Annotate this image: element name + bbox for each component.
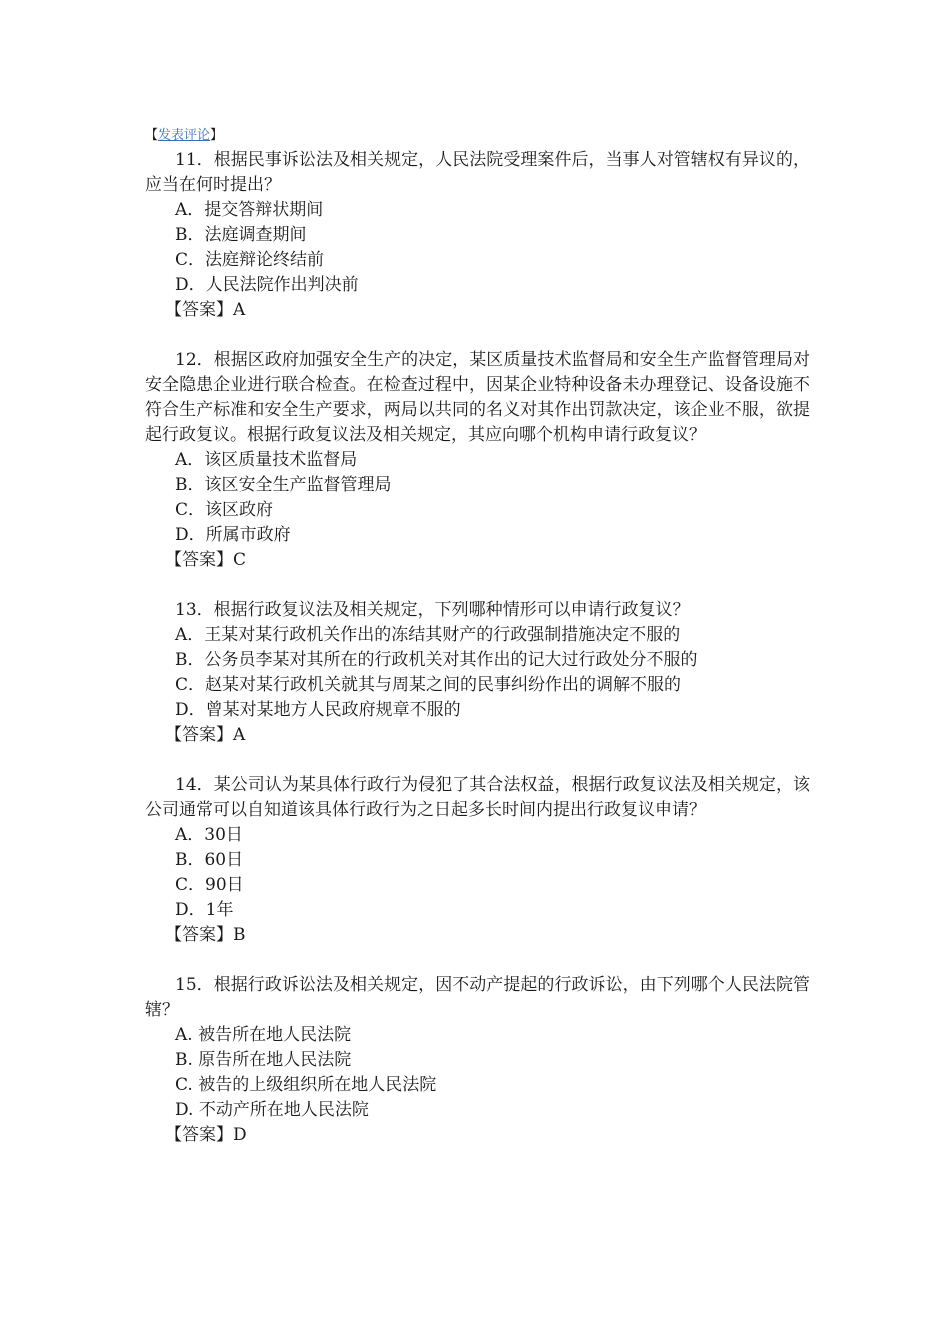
- option-a: A. 被告所在地人民法院: [175, 1025, 352, 1045]
- question-14: [145, 773, 810, 948]
- option-a: A．30日: [175, 825, 243, 845]
- question-text: 15．根据行政诉讼法及相关规定，因不动产提起的行政诉讼，由下列哪个人民法院管辖？: [145, 975, 810, 1020]
- answer: 【答案】A: [165, 300, 246, 320]
- answer: 【答案】A: [165, 725, 246, 745]
- answer: 【答案】B: [165, 925, 246, 945]
- document-body: [145, 126, 810, 1173]
- question-text: 14．某公司认为某具体行政行为侵犯了其合法权益，根据行政复议法及相关规定，该公司通常可以自知道该具体行政行为之日起多长时间内提出行政复议申请？: [145, 775, 810, 820]
- option-b: B．法庭调查期间: [175, 225, 307, 245]
- option-a: A．王某对某行政机关作出的冻结其财产的行政强制措施决定不服的: [175, 625, 681, 645]
- comment-open-bracket: 【: [145, 128, 159, 143]
- option-c: C. 被告的上级组织所在地人民法院: [175, 1075, 437, 1095]
- option-a: A．该区质量技术监督局: [175, 450, 358, 470]
- option-d: D．曾某对某地方人民政府规章不服的: [175, 700, 461, 720]
- question-13: [145, 598, 810, 748]
- option-c: C．赵某对某行政机关就其与周某之间的民事纠纷作出的调解不服的: [175, 675, 682, 695]
- question-text: 13．根据行政复议法及相关规定，下列哪种情形可以申请行政复议？: [175, 600, 690, 620]
- option-c: C．该区政府: [175, 500, 274, 520]
- option-d: D．所属市政府: [175, 525, 291, 545]
- question-12: [145, 348, 810, 573]
- option-a: A．提交答辩状期间: [175, 200, 324, 220]
- question-text: 12．根据区政府加强安全生产的决定，某区质量技术监督局和安全生产监督管理局对安全隐患企业进行联合检查。在检查过程中，因某企业特种设备未办理登记、设备设施不符合生产标准和安全生产要求，两局以共同的名义对其作出罚款决定，该企业不服，欲提起行政复议。根据行政复议法及相关规定，其应向哪个机构申请行政复议？: [145, 350, 810, 445]
- comment-close-bracket: 】: [210, 128, 224, 143]
- answer: 【答案】C: [165, 550, 247, 570]
- post-comment-link[interactable]: 发表评论: [158, 128, 211, 143]
- answer: 【答案】D: [165, 1125, 247, 1145]
- option-c: C．法庭辩论终结前: [175, 250, 325, 270]
- option-d: D．人民法院作出判决前: [175, 275, 359, 295]
- option-b: B. 原告所在地人民法院: [175, 1050, 352, 1070]
- question-text: 11．根据民事诉讼法及相关规定，人民法院受理案件后，当事人对管辖权有异议的，应当在何时提出？: [145, 150, 810, 195]
- option-d: D．1年: [175, 900, 234, 920]
- option-b: B．公务员李某对其所在的行政机关对其作出的记大过行政处分不服的: [175, 650, 698, 670]
- comment-line: [145, 126, 810, 146]
- question-15: [145, 973, 810, 1148]
- option-c: C．90日: [175, 875, 244, 895]
- option-b: B．60日: [175, 850, 244, 870]
- question-11: [145, 148, 810, 323]
- option-b: B．该区安全生产监督管理局: [175, 475, 392, 495]
- option-d: D. 不动产所在地人民法院: [175, 1100, 369, 1120]
